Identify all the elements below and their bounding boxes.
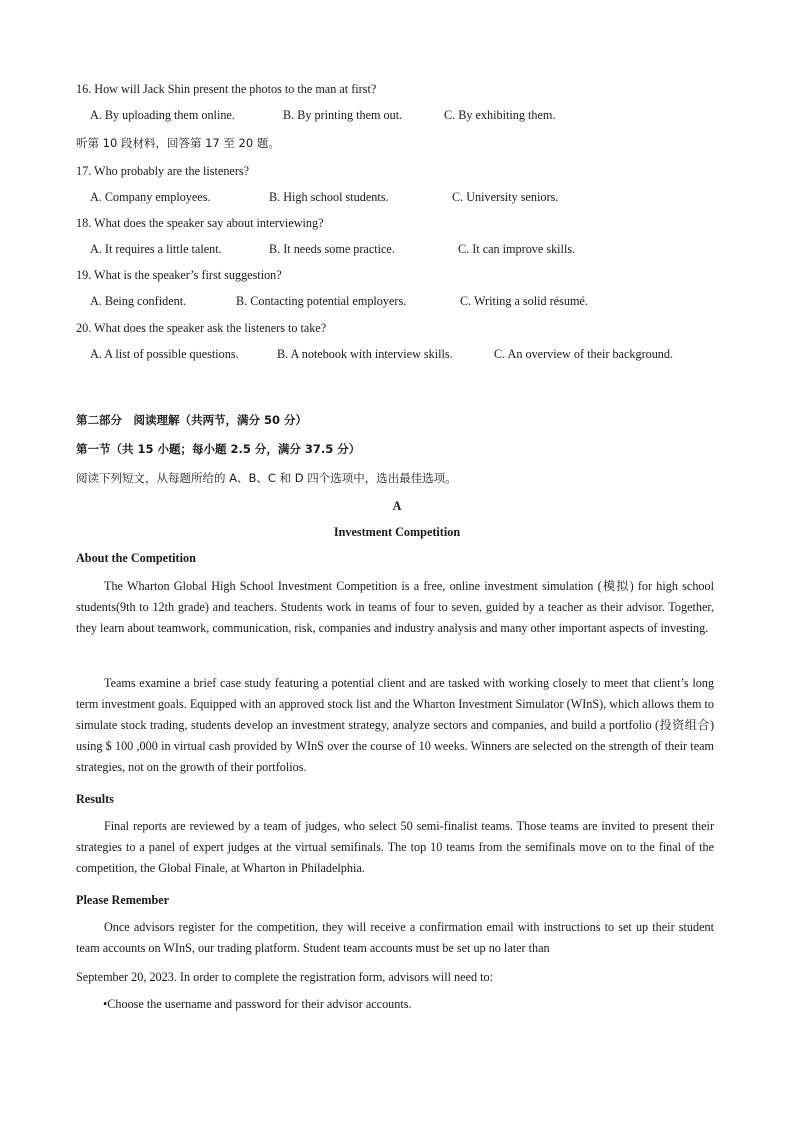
q16-option-b: B. By printing them out. [283, 108, 403, 122]
q18-option-a: A. It requires a little talent. [90, 242, 222, 256]
q17-option-a: A. Company employees. [90, 190, 211, 204]
section-one-title: 第一节（共 15 小题；每小题 2.5 分，满分 37.5 分） [76, 442, 361, 456]
remember-paragraph-continued: September 20, 2023. In order to complete the registration form, advisors will need to: [76, 970, 493, 984]
results-heading: Results [76, 792, 114, 806]
q18-option-b: B. It needs some practice. [269, 242, 395, 256]
results-paragraph: Final reports are reviewed by a team of judges, who select 50 semi-finalist teams. Those teams are invited to present their strategies to a panel of expert judges at the virtual semifinals. The top 10 teams from the semifinals move on to the final of the competition, the Global Finale, at Wharton in Philadelphia. [76, 819, 714, 875]
q20-option-a: A. A list of possible questions. [90, 347, 239, 361]
q20-option-c: C. An overview of their background. [494, 347, 674, 361]
remember-heading: Please Remember [76, 893, 170, 907]
question-20: 20. What does the speaker ask the listeners to take? [76, 321, 327, 335]
q16-option-c: C. By exhibiting them. [444, 108, 556, 122]
q16-option-a: A. By uploading them online. [90, 108, 235, 122]
passage-title: Investment Competition [333, 525, 461, 539]
passage-letter: A [392, 499, 402, 513]
listening-instruction: 听第 10 段材料，回答第 17 至 20 题。 [76, 136, 280, 150]
question-16: 16. How will Jack Shin present the photos to the man at first? [76, 82, 377, 96]
question-18: 18. What does the speaker say about interviewing? [76, 216, 324, 230]
q19-option-c: C. Writing a solid résumé. [460, 294, 588, 308]
q19-option-a: A. Being confident. [90, 294, 187, 308]
part-two-title: 第二部分 阅读理解（共两节，满分 50 分） [76, 413, 308, 427]
question-19: 19. What is the speaker’s first suggestion? [76, 268, 282, 282]
q17-option-c: C. University seniors. [452, 190, 559, 204]
about-heading: About the Competition [76, 551, 196, 565]
q19-option-b: B. Contacting potential employers. [236, 294, 407, 308]
reading-instruction: 阅读下列短文，从每题所给的 A、B、C 和 D 四个选项中，选出最佳选项。 [76, 471, 457, 485]
remember-paragraph: Once advisors register for the competition, they will receive a confirmation email with instructions to set up their student team accounts on WInS, our trading platform. Student team accounts must be set up no later than [76, 920, 714, 955]
about-paragraph-1: The Wharton Global High School Investment Competition is a free, online investment simulation (模拟) for high school students(9th to 12th grade) and teachers. Students work in teams of four to seven, guided by a teacher as their advisor. Together, they learn about teamwork, communication, risk, companies and industry analysis and many other important aspects of investing. [76, 579, 714, 635]
q18-option-c: C. It can improve skills. [458, 242, 576, 256]
q20-option-b: B. A notebook with interview skills. [277, 347, 453, 361]
about-paragraph-2: Teams examine a brief case study featuring a potential client and are tasked with working closely to meet that client’s long term investment goals. Equipped with an approved stock list and the Wharton Investment Simulator (WInS), which allows them to simulate stock trading, students develop an investment strategy, analyze sectors and companies, and build a portfolio (投资组合) using $ 100 ,000 in virtual cash provided by WInS over the course of 10 weeks. Winners are selected on the strength of their team strategies, not on the growth of their portfolios. [76, 676, 714, 774]
bullet-item: •Choose the username and password for their advisor accounts. [103, 997, 412, 1011]
q17-option-b: B. High school students. [269, 190, 389, 204]
question-17: 17. Who probably are the listeners? [76, 164, 250, 178]
